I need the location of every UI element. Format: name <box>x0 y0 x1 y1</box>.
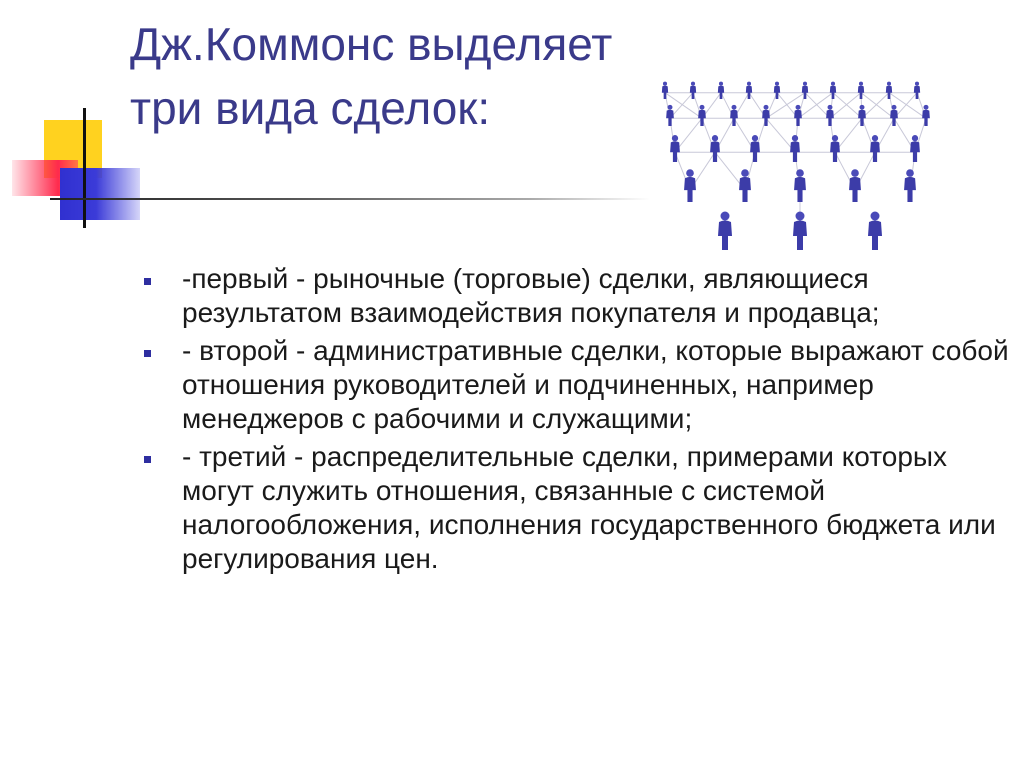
people-network-icon <box>650 70 950 270</box>
person-figure-icon <box>910 135 920 162</box>
person-figure-icon <box>698 105 706 126</box>
person-figure-icon <box>718 212 732 251</box>
person-figure-icon <box>868 212 882 251</box>
list-item <box>140 440 1010 576</box>
list-item-text: - второй - административные сделки, которые выражают собой отношения руководителей и подчиненных, например менеджеров с рабочими и служащими; <box>182 335 1009 434</box>
person-figure-icon <box>858 82 864 99</box>
blue-square <box>60 168 140 220</box>
person-figure-icon <box>774 82 780 99</box>
bullet-list <box>140 262 1010 580</box>
person-figure-icon <box>886 82 892 99</box>
bullet-marker <box>144 350 151 357</box>
person-figure-icon <box>684 169 696 202</box>
bullet-marker <box>144 278 151 285</box>
person-figure-icon <box>662 82 668 99</box>
list-item-text: - третий - распределительные сделки, примерами которых могут служить отношения, связанные с системой налогообложения, исполнения государственного бюджета или регулирования цен. <box>182 441 996 574</box>
person-figure-icon <box>690 82 696 99</box>
person-figure-icon <box>762 105 770 126</box>
list-item <box>140 334 1010 436</box>
network-link <box>833 93 862 119</box>
person-figure-icon <box>830 82 836 99</box>
person-figure-icon <box>849 169 861 202</box>
person-figure-icon <box>750 135 760 162</box>
bullet-marker <box>144 456 151 463</box>
title-line-2: три вида сделок: <box>130 82 491 134</box>
person-figure-icon <box>790 135 800 162</box>
network-link <box>830 93 861 119</box>
decorative-squares <box>0 0 150 240</box>
list-item-text: -первый - рыночные (торговые) сделки, являющиеся результатом взаимодействия покупателя и продавца; <box>182 263 880 328</box>
person-figure-icon <box>922 105 930 126</box>
person-figure-icon <box>826 105 834 126</box>
person-figure-icon <box>858 105 866 126</box>
person-figure-icon <box>793 212 807 251</box>
person-figure-icon <box>914 82 920 99</box>
network-link <box>805 93 830 119</box>
title-line-1: Дж.Коммонс выделяет <box>130 18 613 70</box>
slide-title <box>130 12 690 140</box>
vertical-rule <box>83 108 86 228</box>
person-figure-icon <box>904 169 916 202</box>
person-figure-icon <box>666 105 674 126</box>
list-item <box>140 262 1010 330</box>
person-figure-icon <box>670 135 680 162</box>
person-figure-icon <box>794 169 806 202</box>
person-figure-icon <box>802 82 808 99</box>
title-underline <box>50 198 650 200</box>
